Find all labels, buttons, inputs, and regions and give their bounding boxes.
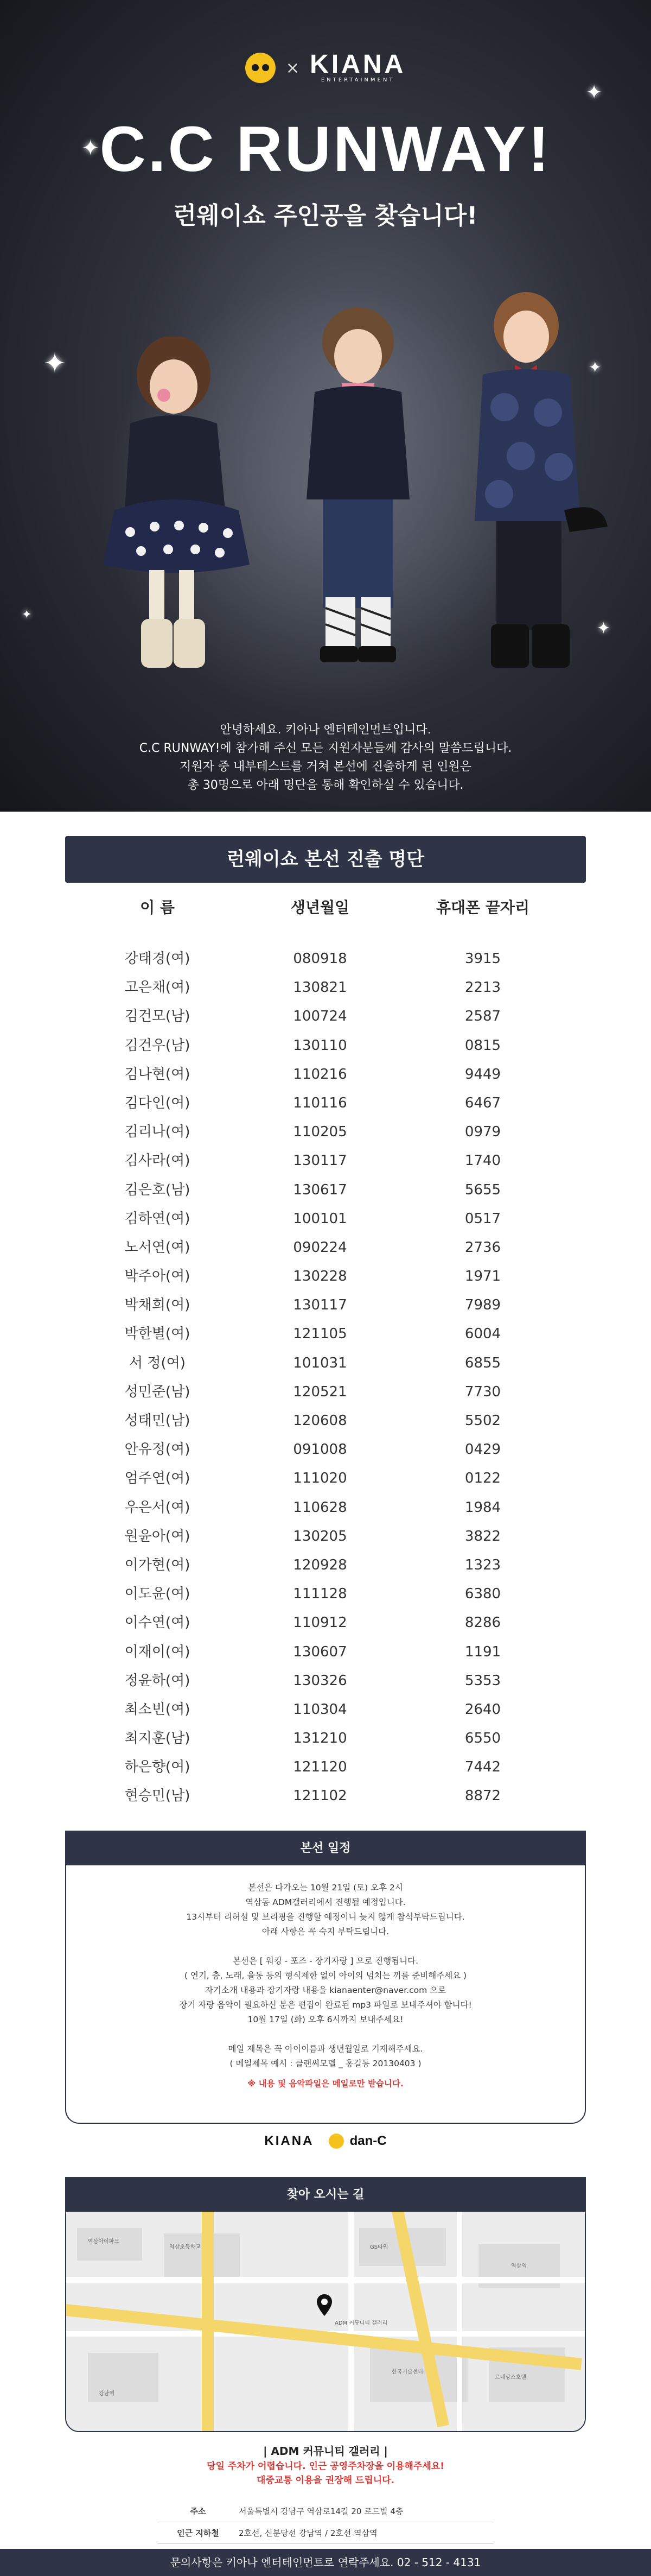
finalist-name-cell: 김리나(여) (124, 1124, 190, 1141)
finalist-phone-cell: 3915 (464, 951, 501, 967)
finalist-name-cell: 정윤하(여) (124, 1672, 190, 1689)
finalist-name-cell: 김하연(여) (124, 1210, 190, 1227)
finalist-phone-cell: 6467 (464, 1094, 501, 1111)
finalist-birthdate-cell: 080918 (293, 951, 347, 967)
brand-logos (0, 52, 651, 84)
table-row (0, 1435, 651, 1464)
finalist-birthdate-cell: 121105 (293, 1326, 347, 1343)
intro-line: C.C RUNWAY!에 참가해 주신 모든 지원자분들께 감사의 말씀드립니다. (139, 742, 512, 755)
table-row (0, 1724, 651, 1753)
location-map[interactable] (66, 2212, 585, 2432)
schedule-heading: 본선 일정 (66, 1832, 585, 1865)
finalist-phone-cell: 0429 (464, 1441, 501, 1458)
finalist-birthdate-cell: 110216 (293, 1066, 347, 1083)
finalist-birthdate-cell: 130617 (293, 1181, 347, 1198)
map-label: 르네상스호텔 (495, 2375, 526, 2381)
child-model-girl-image (92, 337, 260, 689)
table-row (0, 1551, 651, 1580)
finalist-phone-cell: 6855 (464, 1355, 501, 1371)
logo-separator: × (285, 58, 300, 78)
table-row (0, 1233, 651, 1262)
child-model-boy-center-image (282, 304, 434, 684)
table-row (0, 1493, 651, 1522)
table-row (0, 1118, 651, 1147)
schedule-line: 자기소개 내용과 장기자랑 내용을 kianaenter@naver.com 으로 (205, 1985, 446, 1995)
schedule-line: 장기 자랑 음악이 필요하신 분은 편집이 완료된 mp3 파일로 보내주셔야 합니다! (179, 2000, 472, 2010)
finalist-birthdate-cell: 130117 (293, 1153, 347, 1169)
finalist-birthdate-cell: 101031 (293, 1355, 347, 1371)
cc-small-logo-icon (329, 2134, 344, 2149)
finalist-birthdate-cell: 090224 (293, 1239, 347, 1256)
finalist-phone-cell: 0815 (464, 1037, 501, 1054)
finalist-birthdate-cell: 130228 (293, 1268, 347, 1285)
finalist-name-cell: 엄주연(여) (124, 1470, 190, 1487)
intro-text (0, 721, 651, 795)
transit-note: 대중교통 이용을 권장해 드립니다. (256, 2475, 395, 2486)
finalist-phone-cell: 1740 (464, 1153, 501, 1169)
finalist-phone-cell: 2736 (464, 1239, 501, 1256)
subway-row (157, 2522, 494, 2544)
sparkle-icon: ✦ (597, 619, 611, 638)
finalist-name-cell: 김다인(여) (124, 1094, 190, 1111)
table-row (0, 1031, 651, 1060)
child-model-boy-right-image (456, 282, 618, 695)
sparkle-icon: ✦ (81, 136, 100, 161)
sparkle-icon: ✦ (43, 347, 66, 379)
table-row (0, 1667, 651, 1695)
dan-c-logo: dan-C (349, 2134, 387, 2148)
map-street (457, 2212, 462, 2432)
finalist-name-cell: 강태경(여) (124, 951, 190, 967)
finalist-birthdate-cell: 120608 (293, 1413, 347, 1429)
finalist-name-cell: 이가현(여) (124, 1556, 190, 1573)
schedule-line (88, 2027, 563, 2042)
location-pin-icon (317, 2294, 332, 2316)
finalist-name-cell: 최소빈(여) (124, 1701, 190, 1718)
schedule-line: ( 연기, 춤, 노래, 율동 등의 형식제한 없이 아이의 넘치는 끼를 준비해주세요 ) (184, 1971, 467, 1980)
finalist-phone-cell: 7730 (464, 1383, 501, 1400)
finalist-name-cell: 서 정(여) (129, 1355, 186, 1371)
map-label: 역삼아이파크 (88, 2239, 119, 2245)
finalist-phone-cell: 1984 (464, 1499, 501, 1516)
finalist-name-cell: 안유정(여) (124, 1441, 190, 1458)
table-row (0, 1291, 651, 1320)
finalist-birthdate-cell: 091008 (293, 1441, 347, 1458)
table-row (0, 1522, 651, 1551)
finalist-name-cell: 박채희(여) (124, 1297, 190, 1314)
map-label: 강남역 (99, 2391, 114, 2397)
table-row (0, 1176, 651, 1205)
map-label: ADM 커뮤니티 갤러리 (335, 2320, 388, 2326)
schedule-line: 10월 17일 (화) 오후 6시까지 보내주세요! (247, 2015, 404, 2024)
venue-name-text: ADM 커뮤니티 갤러리 (271, 2445, 380, 2458)
subway-label: 인근 지하철 (177, 2528, 219, 2538)
finalist-name-cell: 원윤아(여) (124, 1528, 190, 1545)
finalist-name-cell: 이도윤(여) (124, 1586, 190, 1603)
sparkle-icon: ✦ (22, 608, 32, 622)
intro-line: 총 30명으로 아래 명단을 통해 확인하실 수 있습니다. (187, 779, 464, 792)
table-row (0, 1753, 651, 1782)
map-label: GS타워 (370, 2244, 388, 2250)
page-title: C.C RUNWAY! (99, 113, 552, 185)
finalists-heading: 런웨이쇼 본선 진출 명단 (65, 836, 586, 883)
finalist-name-cell: 노서연(여) (124, 1239, 190, 1256)
contact-bar: 문의사항은 키아나 엔터테인먼트로 연락주세요. 02 - 512 - 4131 (0, 2549, 651, 2576)
venue-name: | ADM 커뮤니티 갤러리 | (263, 2445, 388, 2458)
finalist-phone-cell: 0979 (464, 1124, 501, 1141)
intro-line: 안녕하세요. 키아나 엔터테인먼트입니다. (220, 723, 431, 737)
schedule-line: ( 메일제목 예시 : 클랜씨모델 _ 홍길동 20130403 ) (229, 2059, 422, 2068)
table-row (0, 1002, 651, 1031)
finalist-phone-cell: 3822 (464, 1528, 501, 1545)
column-header-birthdate: 생년월일 (290, 898, 350, 916)
finalist-birthdate-cell: 130607 (293, 1643, 347, 1660)
finalist-birthdate-cell: 110912 (293, 1615, 347, 1631)
table-row (0, 1089, 651, 1118)
finalist-birthdate-cell: 121120 (293, 1759, 347, 1776)
kiana-footer-logo: KIANA (264, 2134, 314, 2148)
schedule-line: 본선은 [ 워킹 - 포즈 - 장기자랑 ] 으로 진행됩니다. (232, 1956, 419, 1966)
table-row (0, 1147, 651, 1175)
map-label: 역삼초등학교 (169, 2244, 201, 2250)
kiana-logo-text: KIANA (310, 50, 406, 79)
schedule-line: 역삼동 ADM갤러리에서 진행될 예정입니다. (245, 1897, 406, 1907)
schedule-line: 메일 제목은 꼭 아이이름과 생년월일로 기재해주세요. (228, 2044, 423, 2054)
finalist-phone-cell: 7442 (464, 1759, 501, 1776)
finalist-birthdate-cell: 130117 (293, 1297, 347, 1314)
address-row (157, 2501, 494, 2522)
finalist-name-cell: 고은채(여) (124, 979, 190, 996)
finalist-birthdate-cell: 120928 (293, 1556, 347, 1573)
directions-box (65, 2177, 586, 2432)
finalist-name-cell: 우은서(여) (124, 1499, 190, 1516)
schedule-line: 본선은 다가오는 10월 21일 (토) 오후 2시 (248, 1883, 403, 1893)
finalist-phone-cell: 7989 (464, 1297, 501, 1314)
intro-line: 지원자 중 내부테스트를 거쳐 본선에 진출하게 된 인원은 (180, 760, 471, 774)
finalist-phone-cell: 6380 (464, 1586, 501, 1603)
finalist-phone-cell: 0122 (464, 1470, 501, 1487)
table-row (0, 1205, 651, 1233)
finalist-name-cell: 박한별(여) (124, 1326, 190, 1343)
finalist-phone-cell: 2587 (464, 1008, 501, 1025)
table-row (0, 1320, 651, 1349)
footer-brand-logos (0, 2134, 651, 2149)
finalists-table-body (0, 945, 651, 1811)
table-row (0, 1580, 651, 1609)
schedule-line: 아래 사항은 꼭 숙지 부탁드립니다. (261, 1927, 390, 1936)
finalist-birthdate-cell: 111020 (293, 1470, 347, 1487)
finalist-name-cell: 김사라(여) (124, 1153, 190, 1169)
finalist-birthdate-cell: 131210 (293, 1730, 347, 1747)
schedule-line: 13시부터 리허설 및 브리핑을 진행할 예정이니 늦지 않게 참석부탁드립니다. (186, 1912, 465, 1922)
finalist-birthdate-cell: 110205 (293, 1124, 347, 1141)
column-header-phone-digits: 휴대폰 끝자리 (436, 898, 530, 916)
schedule-box (65, 1831, 586, 2124)
finalist-phone-cell: 8286 (464, 1615, 501, 1631)
finalist-phone-cell: 5353 (464, 1672, 501, 1689)
schedule-line (88, 1939, 563, 1954)
finalist-birthdate-cell: 110628 (293, 1499, 347, 1516)
finalist-name-cell: 이재이(여) (124, 1643, 190, 1660)
finalist-phone-cell: 8872 (464, 1788, 501, 1805)
finalist-phone-cell: 5502 (464, 1413, 501, 1429)
finalist-birthdate-cell: 121102 (293, 1788, 347, 1805)
finalist-phone-cell: 6550 (464, 1730, 501, 1747)
hero-banner (0, 0, 651, 812)
column-header-name: 이 름 (140, 898, 175, 916)
finalist-phone-cell: 2640 (464, 1701, 501, 1718)
schedule-body (66, 1865, 585, 2106)
schedule-notice: ※ 내용 및 음악파일은 메일로만 받습니다. (247, 2079, 404, 2088)
map-label: 한국기술센터 (392, 2369, 423, 2375)
table-row (0, 1060, 651, 1089)
finalist-birthdate-cell: 110116 (293, 1094, 347, 1111)
finalist-birthdate-cell: 110304 (293, 1701, 347, 1718)
table-row (0, 973, 651, 1002)
table-row (0, 1349, 651, 1378)
finalist-name-cell: 박주아(여) (124, 1268, 190, 1285)
finalist-birthdate-cell: 100724 (293, 1008, 347, 1025)
finalist-phone-cell: 1191 (464, 1643, 501, 1660)
table-row (0, 1378, 651, 1407)
finalist-name-cell: 김건우(남) (124, 1037, 190, 1054)
parking-note: 당일 주차가 어렵습니다. 인근 공영주차장을 이용해주세요! (207, 2461, 444, 2472)
sparkle-icon: ✦ (586, 81, 603, 104)
page-subtitle: 런웨이쇼 주인공을 찾습니다! (173, 202, 478, 230)
finalist-phone-cell: 0517 (464, 1210, 501, 1227)
table-row (0, 1464, 651, 1493)
venue-info (0, 2443, 651, 2488)
cc-logo-icon (245, 53, 276, 83)
finalist-birthdate-cell: 130205 (293, 1528, 347, 1545)
finalist-name-cell: 이수연(여) (124, 1615, 190, 1631)
finalist-birthdate-cell: 130821 (293, 979, 347, 996)
finalist-phone-cell: 5655 (464, 1181, 501, 1198)
finalist-birthdate-cell: 130110 (293, 1037, 347, 1054)
finalist-birthdate-cell: 130326 (293, 1672, 347, 1689)
finalist-name-cell: 성태민(남) (124, 1413, 190, 1429)
address-label: 주소 (190, 2507, 206, 2516)
finalist-phone-cell: 1971 (464, 1268, 501, 1285)
table-row (0, 1638, 651, 1667)
sparkle-icon: ✦ (589, 358, 602, 376)
map-street (66, 2277, 585, 2283)
finalist-name-cell: 하은향(여) (124, 1759, 190, 1776)
finalist-phone-cell: 1323 (464, 1556, 501, 1573)
table-row (0, 1782, 651, 1811)
finalist-phone-cell: 9449 (464, 1066, 501, 1083)
subway-value: 2호선, 신분당선 강남역 / 2호선 역삼역 (239, 2528, 378, 2538)
finalists-table-header (0, 896, 651, 928)
finalist-phone-cell: 2213 (464, 979, 501, 996)
finalist-name-cell: 현승민(남) (124, 1788, 190, 1805)
table-row (0, 1695, 651, 1724)
directions-heading: 찾아 오시는 길 (66, 2178, 585, 2212)
finalist-birthdate-cell: 120521 (293, 1383, 347, 1400)
finalist-birthdate-cell: 111128 (293, 1586, 347, 1603)
finalist-name-cell: 최지훈(남) (124, 1730, 190, 1747)
finalist-phone-cell: 6004 (464, 1326, 501, 1343)
finalist-name-cell: 김은호(남) (124, 1181, 190, 1198)
map-label: 역삼역 (511, 2263, 527, 2269)
table-row (0, 1262, 651, 1291)
table-row (0, 1407, 651, 1435)
kiana-logo (310, 52, 406, 84)
address-value: 서울특별시 강남구 역삼로14길 20 로드빌 4층 (239, 2507, 404, 2516)
finalist-name-cell: 성민준(남) (124, 1383, 190, 1400)
finalist-name-cell: 김나현(여) (124, 1066, 190, 1083)
finalist-birthdate-cell: 100101 (293, 1210, 347, 1227)
table-row (0, 1609, 651, 1637)
finalist-name-cell: 김건모(남) (124, 1008, 190, 1025)
table-row (0, 945, 651, 973)
kiana-logo-subtext: ENTERTAINMENT (321, 77, 395, 83)
